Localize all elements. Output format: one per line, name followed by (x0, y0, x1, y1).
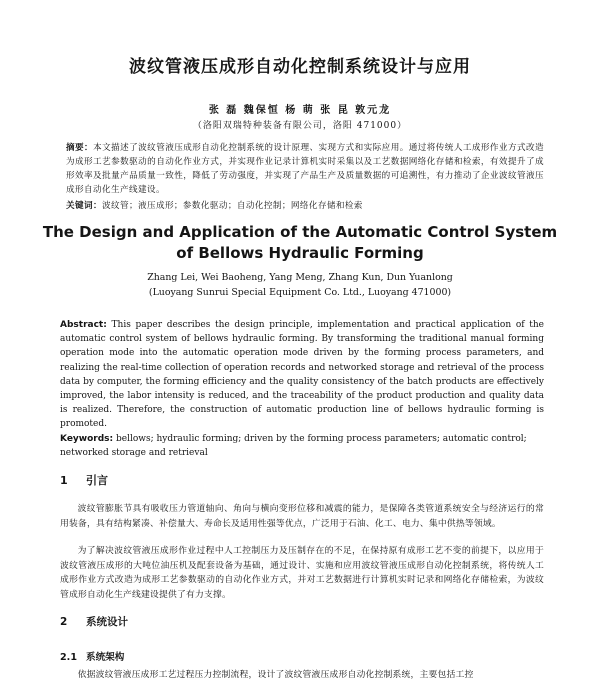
abstract-chinese-text: 本文描述了波纹管液压成形自动化控制系统的设计原理、实现方式和实际应用。通过将传统人工成形作业方式改造为成形工艺参数驱动的自动化作业方式，并实现作业记录计算机实时采集以及工艺数据网络化存储和检索，有效提升了成形效率及批量产品质量一致性，降低了劳动强度，并实现了产品生产及质量数据的可追溯性，有力推动了企业波纹管液压成形自动化生产线建设。 (66, 143, 544, 195)
body-paragraph: 为了解决波纹管液压成形作业过程中人工控制压力及压制存在的不足，在保持原有成形工艺不变的前提下，以应用于波纹管液压成形的大吨位油压机及配套设备为基础，通过设计、实施和应用波纹管液压成形自动化控制系统，将传统人工成形作业方式改造为成形工艺参数驱动的自动化作业方式，并对工艺数据进行计算机实时记录和网络化存储检索，为波纹管成形自动化生产线建设提供了有力支撑。 (60, 546, 544, 600)
section-heading-system-design (60, 614, 128, 629)
keywords-english-text: bellows; hydraulic forming; driven by the forming process parameters; automatic control; networked storage and retrieval (60, 434, 527, 459)
affiliation-chinese: （洛阳双瑞特种装备有限公司，洛阳 471000） (192, 121, 408, 131)
affiliation-english: (Luoyang Sunrui Special Equipment Co. Ltd., Luoyang 471000) (148, 287, 452, 298)
section-title: 引言 (86, 474, 108, 487)
authors-english: Zhang Lei, Wei Baoheng, Yang Meng, Zhang Kun, Dun Yuanlong (147, 272, 453, 283)
abstract-english-text: This paper describes the design principle, implementation and practical application of the automatic control system of bellows hydraulic forming. By transforming the traditional manual forming operation mode into the automatic operation mode driven by the forming process parameters, and realizing the real-time collection of operation records and networked storage and retrieval of the process data by computer, the forming efficiency and the quality consistency of the batch products are effectively improved, the labor intensity is reduced, and the traceability of the product production and quality data is realized. Therefore, the construction of automatic production line of bellows hydraulic forming is promoted. (60, 320, 544, 430)
keywords-chinese-text: 波纹管；液压成形；参数化驱动；自动化控制；网络化存储和检索 (101, 201, 363, 211)
abstract-english-label: Abstract: (60, 320, 107, 330)
authors-chinese: 张 磊 魏保恒 杨 萌 张 昆 敦元龙 (208, 105, 392, 116)
body-paragraph: 依据波纹管液压成形工艺过程压力控制流程，设计了波纹管液压成形自动化控制系统，主要包括工控 (77, 670, 474, 680)
subsection-heading-system-architecture (60, 649, 124, 663)
keywords-english (60, 432, 544, 460)
keywords-chinese-label: 关键词： (66, 201, 102, 211)
keywords-chinese (66, 199, 544, 213)
abstract-chinese-label: 摘要： (66, 143, 94, 153)
keywords-english-label: Keywords: (60, 434, 114, 444)
body-paragraph: 波纹管膨胀节具有吸收压力管道轴向、角向与横向变形位移和减震的能力，是保障各类管道系统安全与经济运行的常用装备，具有结构紧凑、补偿量大、寿命长及适用性强等优点，广泛用于石油、化工、电力、集中供热等领域。 (60, 504, 544, 529)
title-english: The Design and Application of the Automatic Control System of Bellows Hydraulic Forming (42, 223, 558, 262)
section-number: 2 (60, 616, 68, 628)
title-chinese: 波纹管液压成形自动化控制系统设计与应用 (129, 57, 471, 77)
subsection-number: 2.1 (60, 652, 77, 663)
subsection-title: 系统架构 (86, 652, 125, 663)
abstract-chinese (66, 141, 544, 197)
abstract-english (60, 318, 544, 432)
section-number: 1 (60, 474, 68, 487)
section-title: 系统设计 (86, 616, 128, 628)
section-heading-introduction (60, 472, 108, 488)
